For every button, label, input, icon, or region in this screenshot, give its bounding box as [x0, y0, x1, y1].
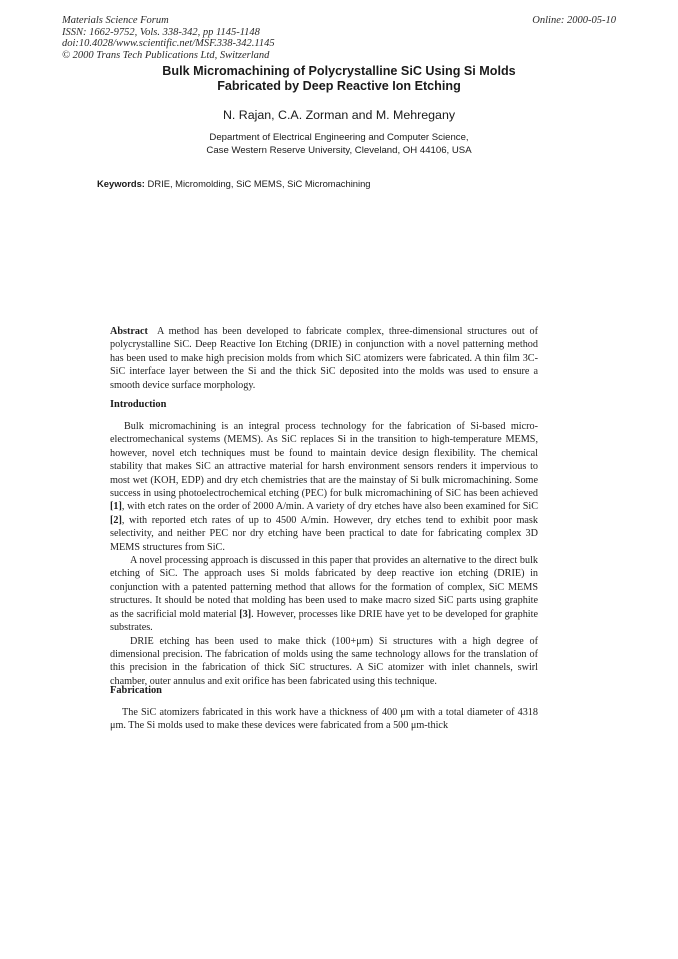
keywords-label: Keywords:	[97, 178, 145, 189]
intro-paragraph-1: Bulk micromachining is an integral process technology for the fabrication of Si-based micro-electromechanical systems (MEMS). As SiC replaces Si in the transition to high-temperature MEMS, however, novel etch techniques must be found to maintain device design flexibility. The chemical stability that makes SiC an attractive material for harsh environment sensors renders it impervious to most wet (KOH, EDP) and dry etch chemistries that are the mainstay of Si bulk micromachining. Some success in using photoelectrochemical etching (PEC) for bulk micromachining of SiC has been achieved [1], with etch rates on the order of 2000 A/min. A variety of dry etches have also been examined for SiC [2], with reported etch rates of up to 4500 A/min. However, dry etches tend to exhibit poor mask selectivity, and neither PEC nor dry etching have been practical to date for fabricating complex 3D MEMS structures from SiC.	[110, 421, 538, 553]
doi-line: doi:10.4028/www.scientific.net/MSF.338-342.1145	[62, 38, 275, 49]
fabrication-body	[110, 706, 538, 733]
affiliation-line-2: Case Western Reserve University, Cleveland, OH 44106, USA	[206, 145, 472, 156]
intro-paragraph-3: DRIE etching has been used to make thick (100+μm) Si structures with a high degree of dimensional precision. The fabrication of molds using the same technology allows for the translation of this precision in the fabrication of thick SiC structures. A SiC atomizer with inlet channels, swirl chamber, outer annulus and exit orifice has been fabricated using this technique.	[110, 635, 538, 687]
copyright-line: © 2000 Trans Tech Publications Ltd, Switzerland	[62, 49, 270, 61]
journal-name: Materials Science Forum	[62, 15, 169, 26]
online-date: Online: 2000-05-10	[532, 15, 616, 26]
affiliation	[0, 131, 678, 157]
running-header	[62, 15, 275, 61]
affiliation-line-1: Department of Electrical Engineering and Computer Science,	[209, 132, 469, 143]
reference-2: [2]	[110, 514, 122, 526]
issn-line: ISSN: 1662-9752, Vols. 338-342, pp 1145-1148	[62, 26, 260, 38]
abstract-text: A method has been developed to fabricate complex, three-dimensional structures out of polycrystalline SiC. Deep Reactive Ion Etching (DRIE) in conjunction with a novel patterning method has been used to make high precision molds from which SiC atomizers were fabricated. A thin film 3C-SiC interface layer between the Si and the thick SiC deposited into the molds was used to ensure a smooth device surface morphology.	[110, 326, 538, 391]
authors: N. Rajan, C.A. Zorman and M. Mehregany	[222, 108, 456, 122]
intro-paragraph-2: A novel processing approach is discussed in this paper that provides an alternative to the direct bulk etching of SiC. The approach uses Si molds fabricated by deep reactive ion etching (DRIE) in conjunction with a patented patterning method that allows for the formation of complex, SiC MEMS structures. It should be noted that molding has been used to make macro sized SiC parts using graphite as the sacrificial mold material [3]. However, processes like DRIE have yet to be developed for graphite substrates.	[110, 555, 538, 634]
abstract-label: Abstract	[110, 326, 148, 337]
keywords-text: DRIE, Micromolding, SiC MEMS, SiC Micromachining	[147, 178, 371, 189]
paper-title	[0, 64, 678, 94]
fabrication-heading: Fabrication	[110, 685, 162, 696]
reference-3: [3]	[239, 608, 252, 620]
abstract	[110, 325, 538, 392]
keywords	[97, 178, 371, 189]
fabrication-paragraph-1: The SiC atomizers fabricated in this work have a thickness of 400 μm with a total diameter of 4318 μm. The Si molds used to make these devices were fabricated from a 500 μm-thick	[110, 707, 538, 732]
title-line-2: Fabricated by Deep Reactive Ion Etching	[217, 79, 461, 93]
introduction-body	[110, 420, 538, 688]
introduction-heading: Introduction	[110, 399, 167, 410]
reference-1: [1]	[110, 501, 122, 513]
title-line-1: Bulk Micromachining of Polycrystalline SiC Using Si Molds	[162, 64, 516, 78]
